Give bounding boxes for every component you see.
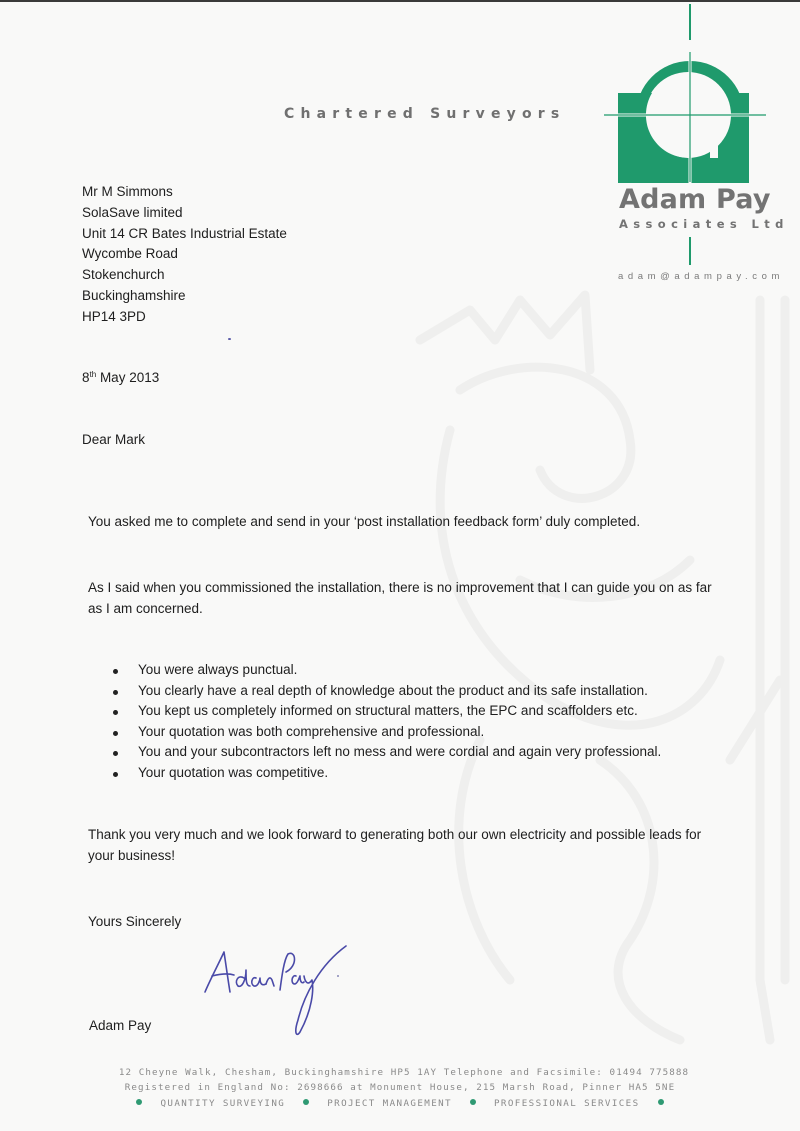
address-line: SolaSave limited bbox=[82, 204, 183, 220]
list-item: You clearly have a real depth of knowledge about the product and its safe installation. bbox=[110, 681, 661, 702]
list-item: You were always punctual. bbox=[110, 660, 661, 681]
address-line: Buckinghamshire bbox=[82, 287, 186, 303]
signer-name: Adam Pay bbox=[89, 1018, 152, 1033]
list-item: Your quotation was both comprehensive and professional. bbox=[110, 722, 661, 743]
paragraph-1: You asked me to complete and send in your ‘post installation feedback form’ duly completed. bbox=[88, 514, 641, 529]
footer-address: 12 Cheyne Walk, Chesham, Buckinghamshire HP5 1AY Telephone and Facsimile: 01494 775888 bbox=[118, 1067, 690, 1078]
email-address: adam@adampay.com bbox=[618, 271, 784, 282]
address-line: Unit 14 CR Bates Industrial Estate bbox=[82, 225, 287, 241]
recipient-address bbox=[82, 182, 287, 328]
closing: Yours Sincerely bbox=[88, 914, 182, 929]
list-item: Your quotation was competitive. bbox=[110, 763, 661, 784]
footer-services bbox=[0, 1098, 800, 1109]
date-day: 8 bbox=[82, 370, 90, 385]
date-rest: May 2013 bbox=[96, 370, 160, 385]
tagline: Chartered Surveyors bbox=[284, 106, 566, 122]
bullet-dot-icon bbox=[136, 1099, 142, 1105]
paragraph-3: Thank you very much and we look forward to generating both our own electricity and possible leads for your business! bbox=[88, 827, 702, 863]
footer-registration: Registered in England No: 2698666 at Monument House, 215 Marsh Road, Pinner HA5 5NE bbox=[124, 1082, 676, 1093]
address-line: Wycombe Road bbox=[82, 246, 178, 262]
list-item: You and your subcontractors left no mess and were cordial and again very professional. bbox=[110, 742, 661, 763]
paragraph-2: As I said when you commissioned the installation, there is no improvement that I can guide you on as far as I am concerned. bbox=[88, 580, 712, 616]
bullet-dot-icon bbox=[303, 1099, 309, 1105]
handwritten-signature-icon bbox=[200, 940, 360, 1040]
bullet-dot-icon bbox=[658, 1099, 664, 1105]
address-line: Mr M Simmons bbox=[82, 184, 173, 199]
list-item: You kept us completely informed on structural matters, the EPC and scaffolders etc. bbox=[110, 701, 661, 722]
salutation: Dear Mark bbox=[82, 432, 146, 447]
address-line: Stokenchurch bbox=[82, 267, 165, 283]
address-line: HP14 3PD bbox=[82, 308, 146, 324]
bullet-dot-icon bbox=[470, 1099, 476, 1105]
brand-subtitle: Associates Ltd bbox=[619, 217, 789, 231]
service-item: PROJECT MANAGEMENT bbox=[327, 1098, 452, 1109]
brand-name: Adam Pay bbox=[619, 184, 771, 215]
service-item: PROFESSIONAL SERVICES bbox=[493, 1098, 640, 1109]
feedback-bullet-list bbox=[110, 660, 661, 784]
date-suffix: th bbox=[89, 370, 97, 379]
ink-speck bbox=[228, 338, 231, 340]
service-item: QUANTITY SURVEYING bbox=[160, 1098, 286, 1109]
letter-date bbox=[82, 370, 159, 385]
